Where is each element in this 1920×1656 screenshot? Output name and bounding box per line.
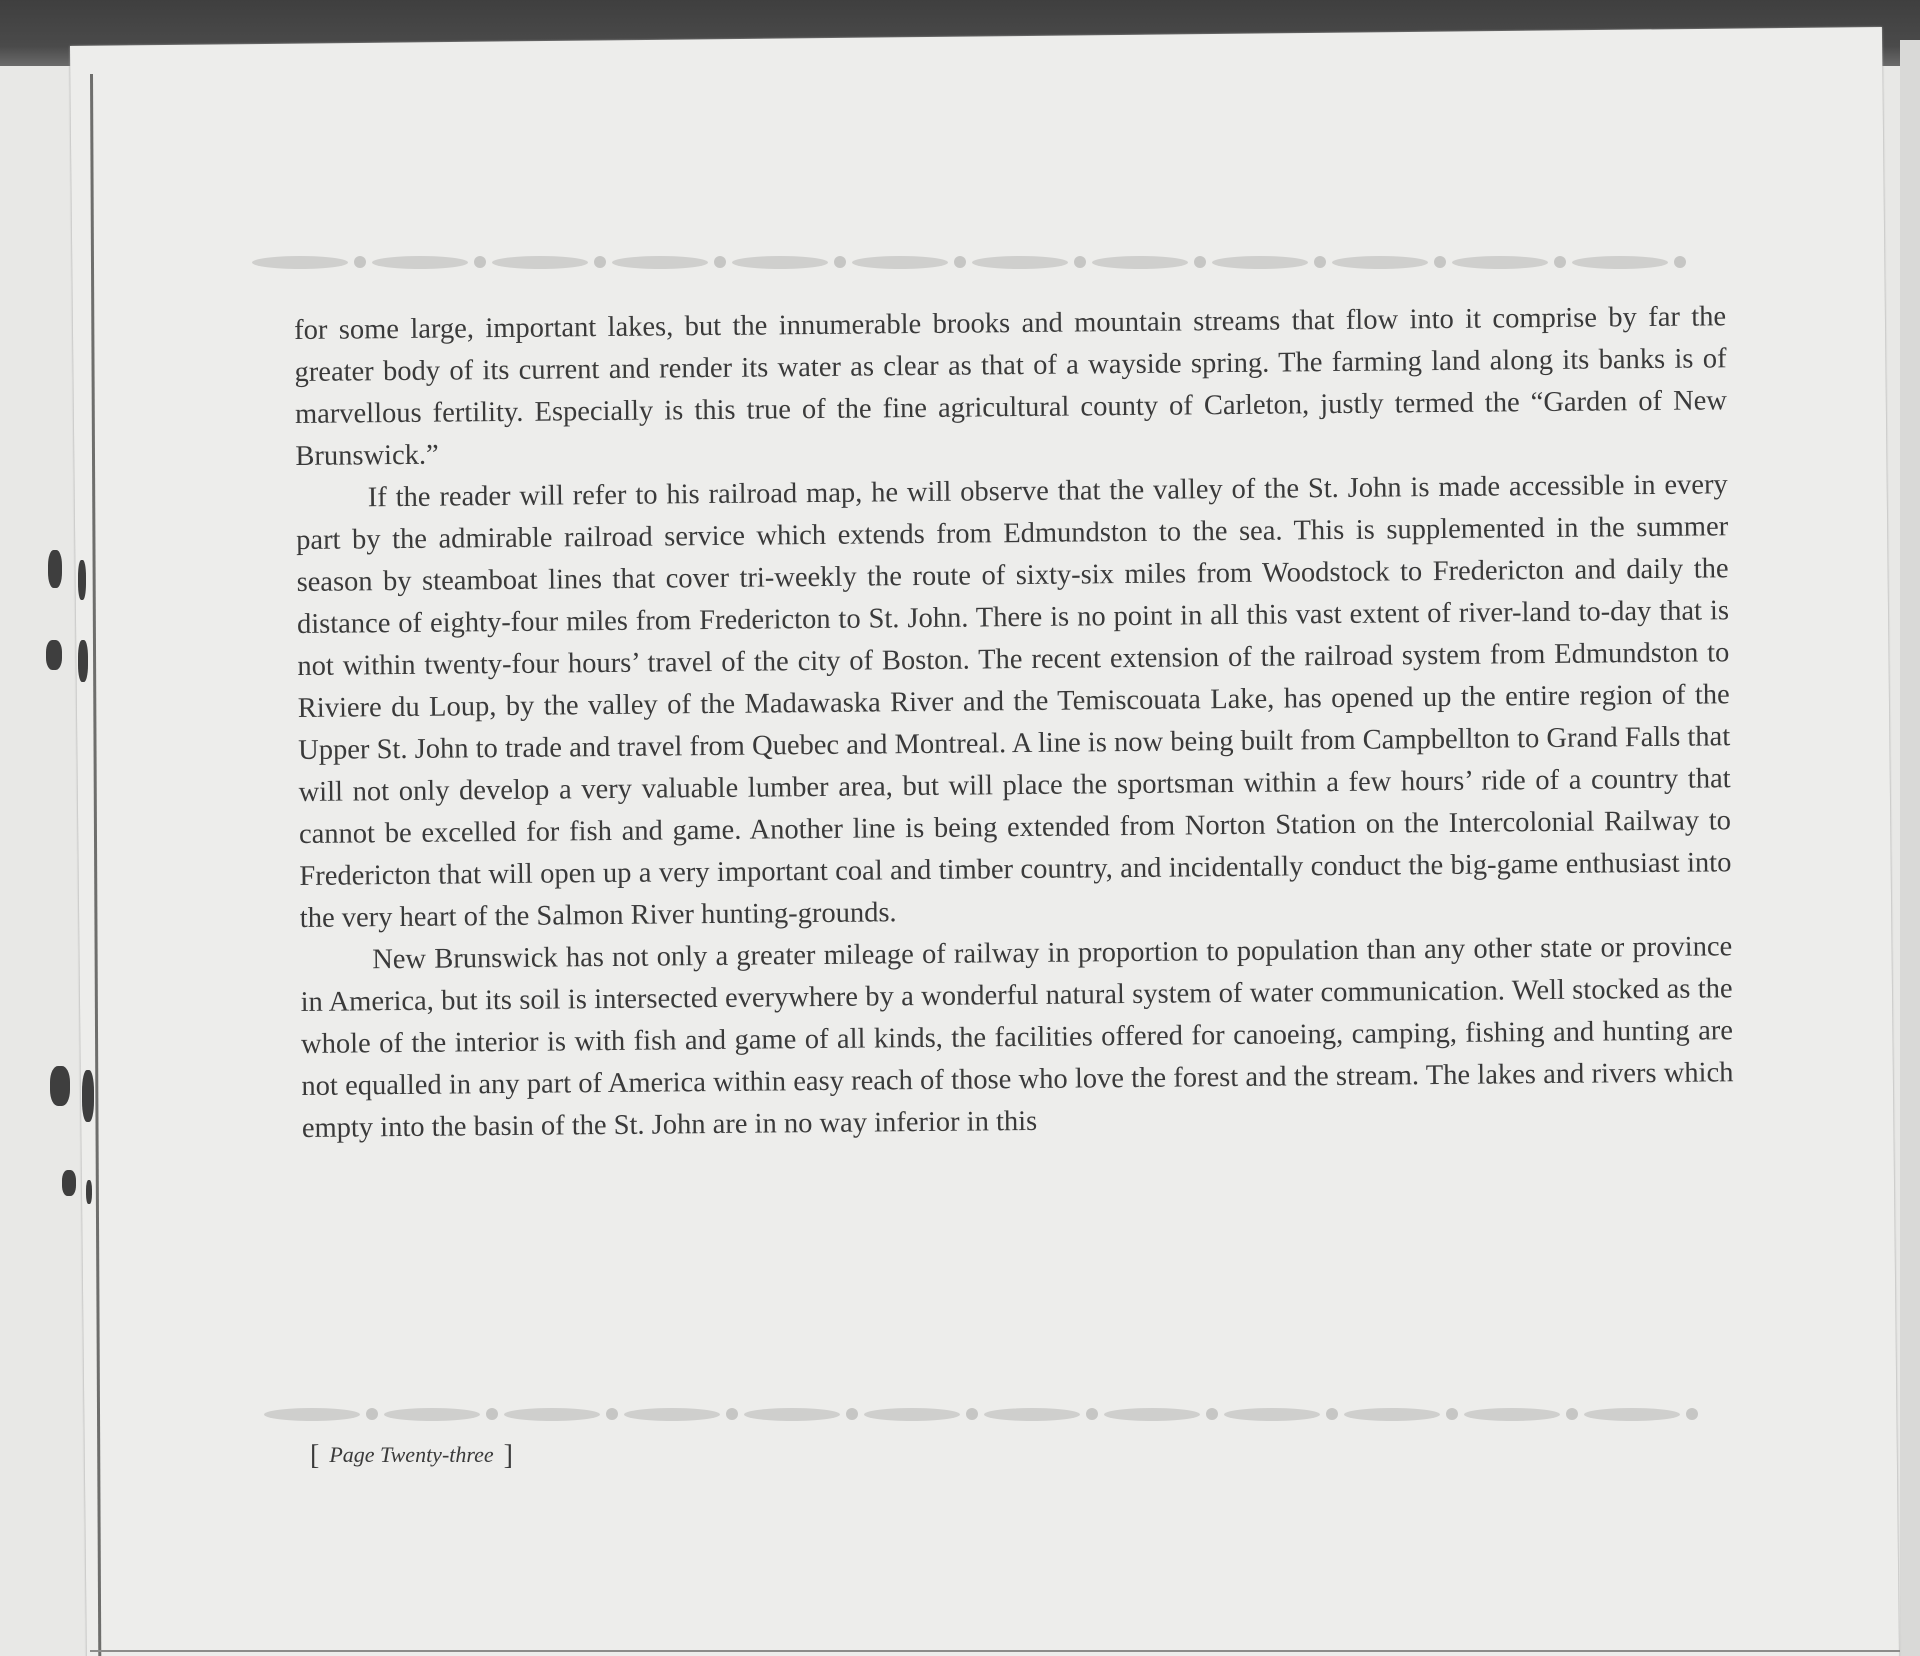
page-number (310, 1440, 513, 1472)
page-bottom-edge (90, 1650, 1900, 1652)
binding-smudge (82, 1070, 94, 1122)
folio-label: Page Twenty-three (329, 1442, 494, 1467)
binding-smudge (46, 640, 62, 670)
paragraph: If the reader will refer to his railroad map, he will observe that the valley of the St. John is made accessible in every part by the admirable railroad service which extends from Edmundston to the sea. This is supplemented in the summer season by steamboat lines that cover tri-weekly the route of sixty-six miles from Woodstock to Fredericton and daily the distance of eighty-four miles from Fredericton to St. John. There is no point in all this vast extent of river-land to-day that is not within twenty-four hours’ travel of the city of Boston. The recent extension of the railroad system from Edmundston to Riviere du Loup, by the valley of the Madawaska River and the Temiscouata Lake, has opened up the entire region of the Upper St. John to trade and travel from Quebec and Montreal. A line is now being built from Campbellton to Grand Falls that will not only develop a very valuable lumber area, but will place the sportsman within a few hours’ ride of a country that cannot be excelled for fish and game. Another line is being extended from Norton Station on the Intercolonial Railway to Fredericton that will open up a very important coal and timber country, and incidentally conduct the big-game enthusiast into the very heart of the Salmon River hunting-grounds. (296, 469, 1732, 934)
decorative-rule-top (252, 252, 1748, 272)
binding-smudge (78, 640, 88, 682)
paragraph: New Brunswick has not only a greater mileage of railway in proportion to population than any other state or province in America, but its soil is intersected everywhere by a wonderful natural system of water communication. Well stocked as the whole of the interior is with fish and game of all kinds, the facilities offered for canoeing, camping, fishing and hunting are not equalled in any part of America within easy reach of those who love the forest and the stream. The lakes and rivers which empty into the basin of the St. John are in no way inferior in this (300, 931, 1734, 1144)
folio-open-bracket: [ (310, 1440, 320, 1471)
binding-smudge (50, 1066, 70, 1106)
binding-smudge (48, 550, 62, 588)
folio-close-bracket: ] (503, 1440, 513, 1471)
binding-smudge (78, 560, 86, 600)
paragraph: for some large, important lakes, but the innumerable brooks and mountain streams that flow into it comprise by far the greater body of its current and render its water as clear as that of a wayside spring. The farming land along its banks is of marvellous fertility. Especially is this true of the fine agricultural county of Carleton, justly termed the “Garden of New Brunswick.” (294, 301, 1728, 472)
decorative-rule-bottom (264, 1404, 1760, 1424)
page-right-edge (1900, 40, 1920, 1656)
body-text (294, 296, 1734, 1150)
binding-smudge (62, 1170, 76, 1196)
binding-smudge (86, 1180, 92, 1204)
